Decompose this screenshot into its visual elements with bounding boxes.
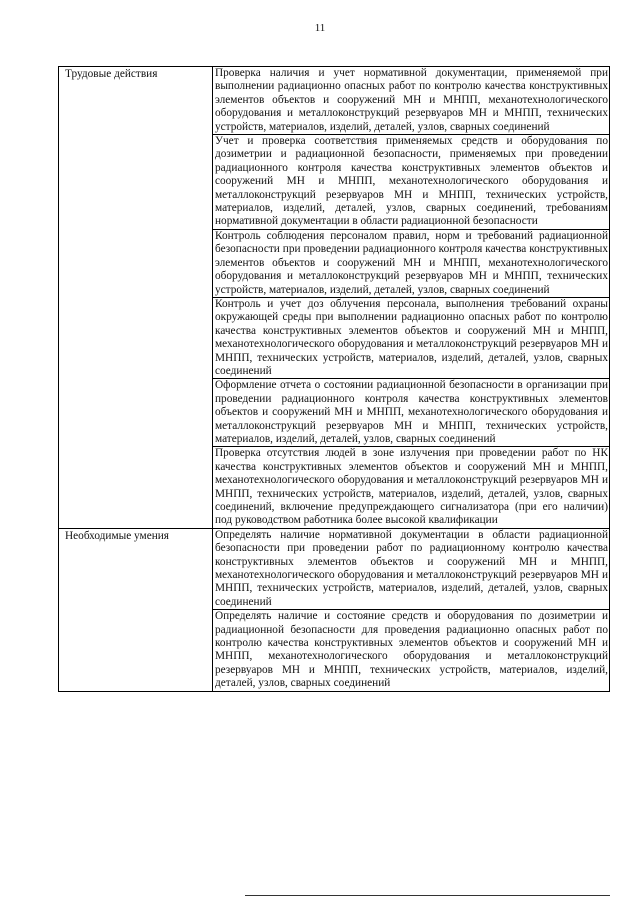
- labor-action-2: Учет и проверка соответствия применяемых средств и оборудования по дозиметрии и радиационной безопасности, применяемых при проведении радиационного контроля качества конструктивных элементов объектов и сооружений МН и МНПП, механотехнологического оборудования и металлоконструкций резервуаров МН и МНПП, технических устройств, материалов, изделий, деталей, узлов, сварных соединений, требованиям нормативной документации в области радиационной безопасности: [213, 135, 610, 230]
- page-number: 11: [314, 22, 326, 34]
- row-label-required-skills: Необходимые умения: [59, 528, 213, 691]
- labor-action-6: Проверка отсутствия людей в зоне излучения при проведении работ по НК качества конструктивных элементов объектов и сооружений МН и МНПП, механотехнологического оборудования и металлоконструкций резервуаров МН и МНПП, технических устройств, материалов, изделий, деталей, узлов, сварных соединений, включение предупреждающего сигнализатора (при его наличии) под руководством работника более высокой квалификации: [213, 447, 610, 528]
- competency-table: [58, 66, 610, 692]
- required-skill-2: Определять наличие и состояние средств и оборудования по дозиметрии и радиационной безопасности для проведения радиационно опасных работ по контролю качества конструктивных элементов объектов и сооружений МН и МНПП, механотехнологического оборудования и металлоконструкций резервуаров МН и МНПП, технических устройств, материалов, изделий, деталей, узлов, сварных соединений: [213, 610, 610, 691]
- labor-action-4: Контроль и учет доз облучения персонала, выполнения требований охраны окружающей среды при выполнении радиационно опасных работ по контролю качества конструктивных элементов объектов и сооружений МН и МНПП, механотехнологического оборудования и металлоконструкций резервуаров МН и МНПП, технических устройств, материалов, изделий, деталей, узлов, сварных соединений: [213, 297, 610, 378]
- table-row: [59, 528, 610, 609]
- labor-action-1: Проверка наличия и учет нормативной документации, применяемой при выполнении радиационно опасных работ по контролю качества конструктивных элементов объектов и сооружений МН и МНПП, механотехнологического оборудования и металлоконструкций резервуаров МН и МНПП, технических устройств, материалов, изделий, деталей, узлов, сварных соединений: [213, 67, 610, 135]
- row-label-labor-actions: Трудовые действия: [59, 67, 213, 529]
- required-skill-1: Определять наличие нормативной документации в области радиационной безопасности при проведении работ по радиационному контролю качества конструктивных элементов объектов и сооружений МН и МНПП, механотехнологического оборудования и металлоконструкций резервуаров МН и МНПП, технических устройств, материалов, изделий, деталей, узлов, сварных соединений: [213, 528, 610, 609]
- labor-action-3: Контроль соблюдения персоналом правил, норм и требований радиационной безопасности при проведении радиационного контроля качества конструктивных элементов объектов и сооружений МН и МНПП, механотехнологического оборудования и металлоконструкций резервуаров МН и МНПП, технических устройств, материалов, изделий, деталей, узлов, сварных соединений: [213, 229, 610, 297]
- labor-action-5: Оформление отчета о состоянии радиационной безопасности в организации при проведении радиационного контроля качества конструктивных элементов объектов и сооружений МН и МНПП, механотехнологического оборудования и металлоконструкций резервуаров МН и МНПП, технических устройств, материалов, изделий, деталей, узлов, сварных соединений: [213, 379, 610, 447]
- table-row: [59, 67, 610, 135]
- bottom-divider: [245, 895, 610, 896]
